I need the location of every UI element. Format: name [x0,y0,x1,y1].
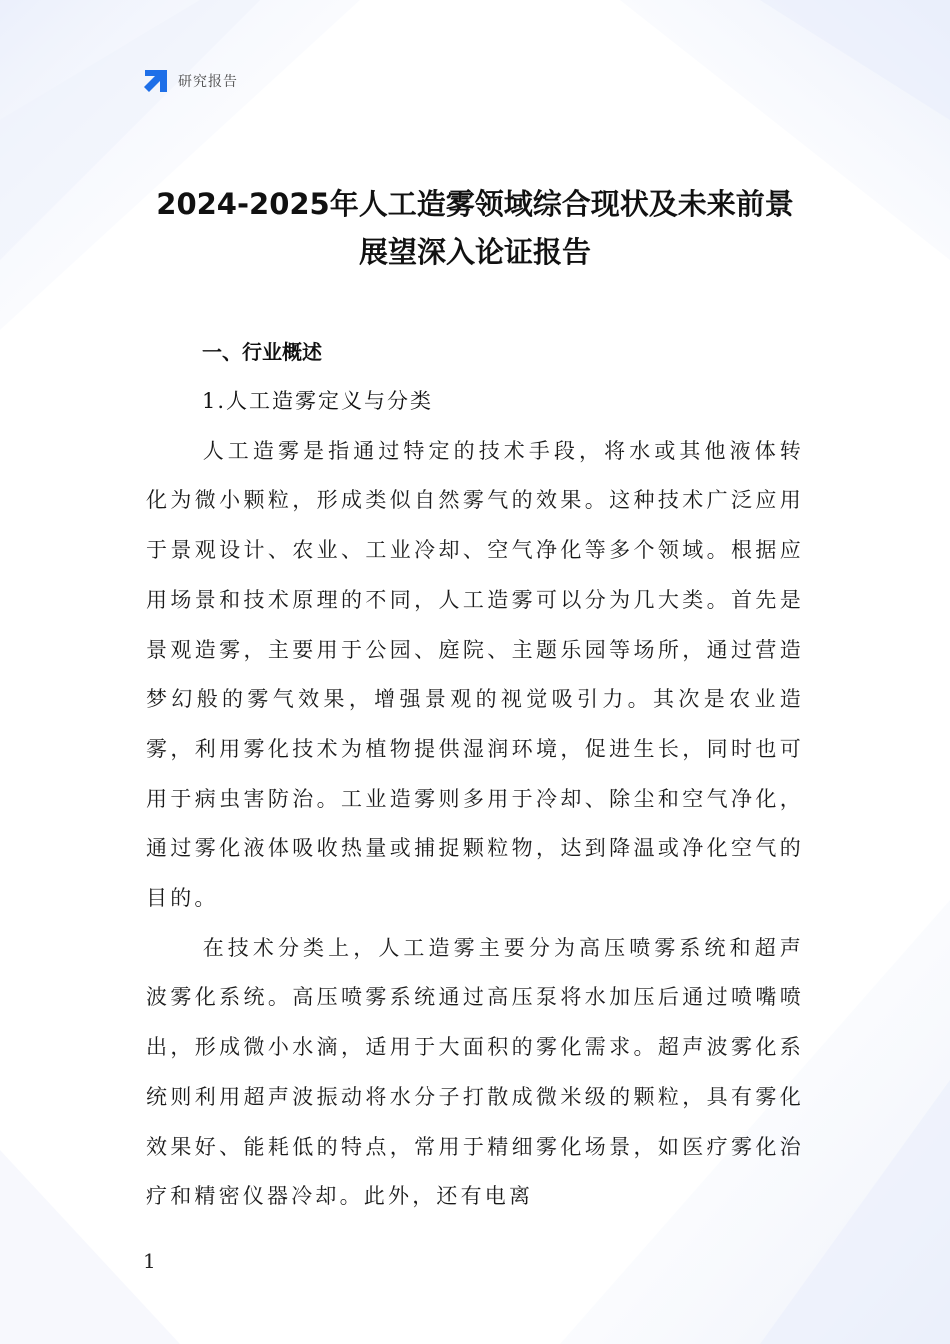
arrow-up-right-icon [143,68,169,94]
title-line-2: 展望深入论证报告 [358,235,591,269]
document-title [140,180,810,276]
sub-heading: 1.人工造雾定义与分类 [202,389,434,413]
body-paragraph-2: 在技术分类上，人工造雾主要分为高压喷雾系统和超声波雾化系统。高压喷雾系统通过高压泵将水加压后通过喷嘴喷出，形成微小水滴，适用于大面积的雾化需求。超声波雾化系统则利用超声波振动将水分子打散成微米级的颗粒，具有雾化效果好、能耗低的特点，常用于精细雾化场景，如医疗雾化治疗和精密仪器冷却。此外，还有电离 [146,935,804,1209]
title-line-1: 2024-2025年人工造雾领域综合现状及未来前景 [156,187,794,221]
header-label: 研究报告 [178,74,238,90]
report-header [143,68,238,94]
body-paragraph-1: 人工造雾是指通过特定的技术手段，将水或其他液体转化为微小颗粒，形成类似自然雾气的效果。这种技术广泛应用于景观设计、农业、工业冷却、空气净化等多个领域。根据应用场景和技术原理的不同，人工造雾可以分为几大类。首先是景观造雾，主要用于公园、庭院、主题乐园等场所，通过营造梦幻般的雾气效果，增强景观的视觉吸引力。其次是农业造雾，利用雾化技术为植物提供湿润环境，促进生长，同时也可用于病虫害防治。工业造雾则多用于冷却、除尘和空气净化，通过雾化液体吸收热量或捕捉颗粒物，达到降温或净化空气的目的。 [146,438,804,911]
section-heading: 一、行业概述 [202,340,322,364]
document-body [146,327,804,1222]
page-number: 1 [143,1249,156,1273]
